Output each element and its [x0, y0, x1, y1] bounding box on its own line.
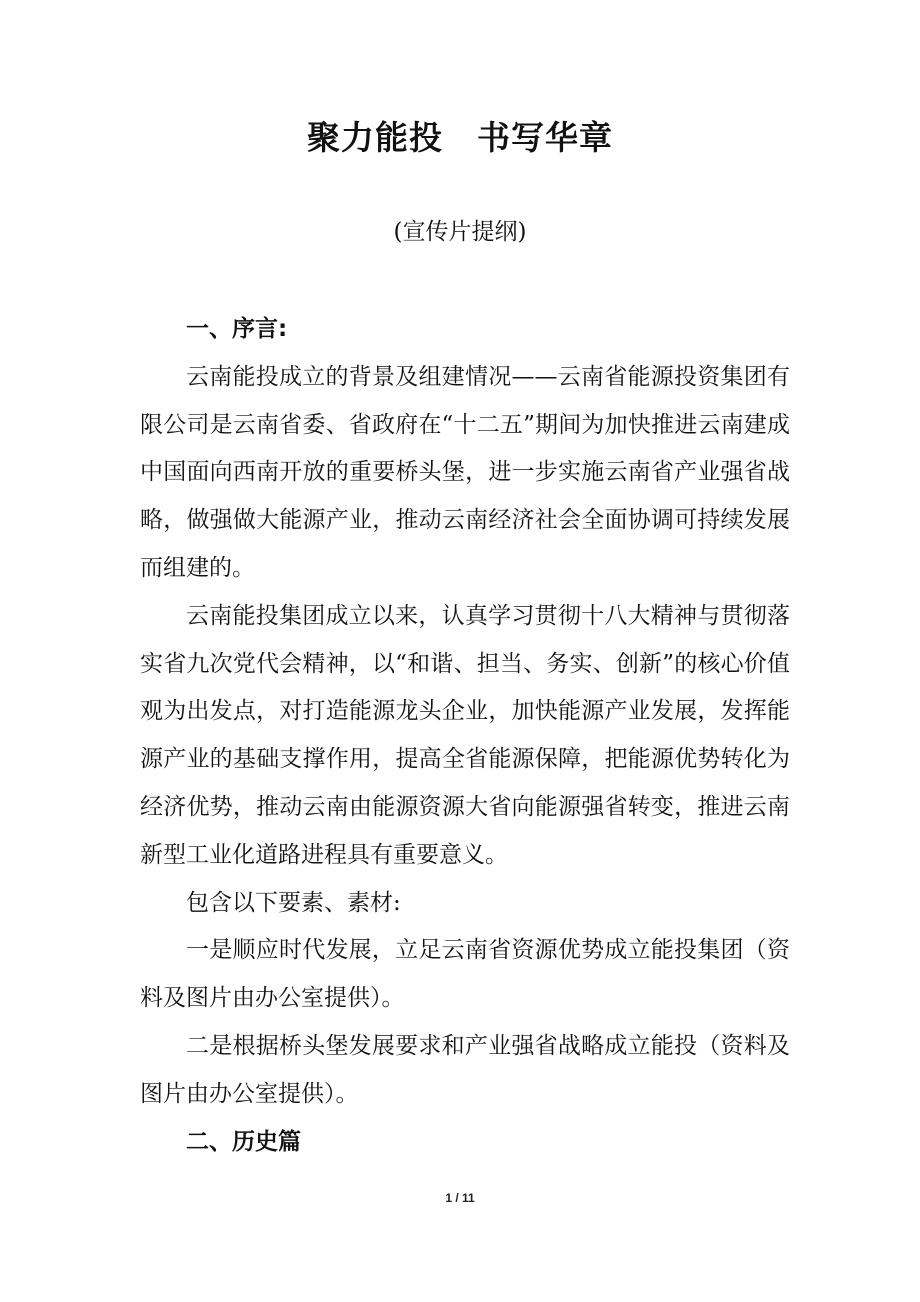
paragraph-background: 云南能投成立的背景及组建情况——云南省能源投资集团有限公司是云南省委、省政府在“十二五”期间为加快推进云南建成中国面向西南开放的重要桥头堡，进一步实施云南省产业强省战略，做强做大能源产业，推动云南经济社会全面协调可持续发展而组建的。 [140, 363, 790, 581]
paragraph-element-two: 二是根据桥头堡发展要求和产业强省战略成立能投（资料及图片由办公室提供）。 [140, 1032, 790, 1107]
paragraph-significance: 云南能投集团成立以来，认真学习贯彻十八大精神与贯彻落实省九次党代会精神，以“和谐、担当、务实、创新”的核心价值观为出发点，对打造能源龙头企业，加快能源产业发展，发挥能源产业的基础支撑作用，提高全省能源保障，把能源优势转化为经济优势，推动云南由能源资源大省向能源强省转变，推进云南新型工业化道路进程具有重要意义。 [140, 602, 790, 868]
document-title: 聚力能投 书写华章 [307, 118, 613, 157]
page-number: 1 / 11 [445, 1191, 475, 1205]
section-heading-preface: 一、序言: [186, 316, 288, 342]
document-subtitle: (宣传片提纲) [393, 219, 527, 245]
paragraph-elements-intro: 包含以下要素、素材: [186, 889, 401, 916]
paragraph-element-one: 一是顺应时代发展，立足云南省资源优势成立能投集团（资料及图片由办公室提供）。 [140, 937, 790, 1012]
document-body [140, 306, 790, 1166]
section-heading-history: 二、历史篇 [186, 1128, 301, 1155]
